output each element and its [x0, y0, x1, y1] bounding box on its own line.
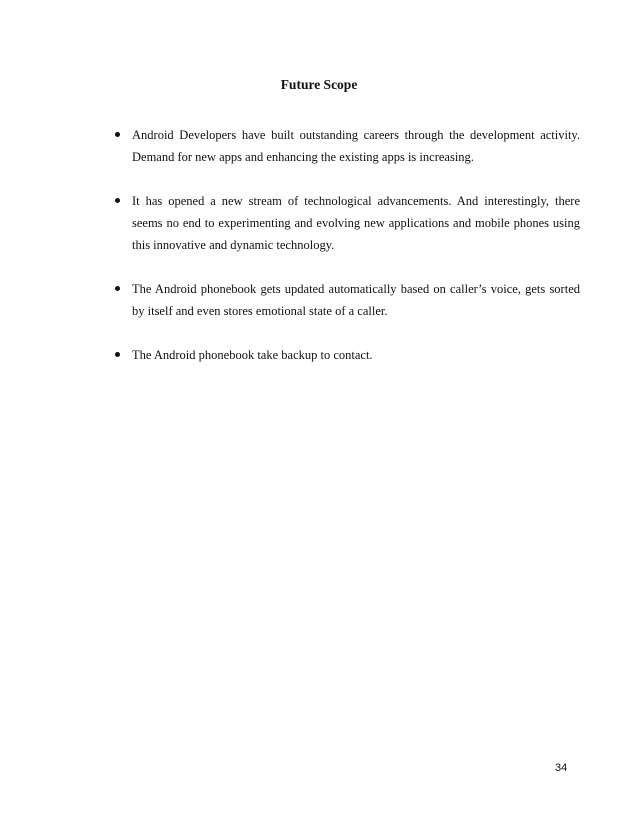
- bullet-list: [110, 124, 580, 366]
- bullet-text: Android Developers have built outstanding careers through the development activity. Demand for new apps and enhancing the existing apps is increasing.: [132, 128, 580, 164]
- bullet-icon: [115, 198, 120, 203]
- bullet-icon: [115, 352, 120, 357]
- list-item: [110, 190, 580, 256]
- page-number: 34: [555, 762, 568, 774]
- bullet-icon: [115, 132, 120, 137]
- bullet-icon: [115, 286, 120, 291]
- list-item: [110, 124, 580, 168]
- list-item: [110, 278, 580, 322]
- bullet-text: The Android phonebook take backup to contact.: [132, 348, 373, 362]
- bullet-text: It has opened a new stream of technological advancements. And interestingly, there seems no end to experimenting and evolving new applications and mobile phones using this innovative and dynamic technology.: [132, 194, 580, 252]
- page-title: Future Scope: [280, 77, 358, 92]
- bullet-text: The Android phonebook gets updated automatically based on caller’s voice, gets sorted by itself and even stores emotional state of a caller.: [132, 282, 580, 318]
- list-item: [110, 344, 580, 366]
